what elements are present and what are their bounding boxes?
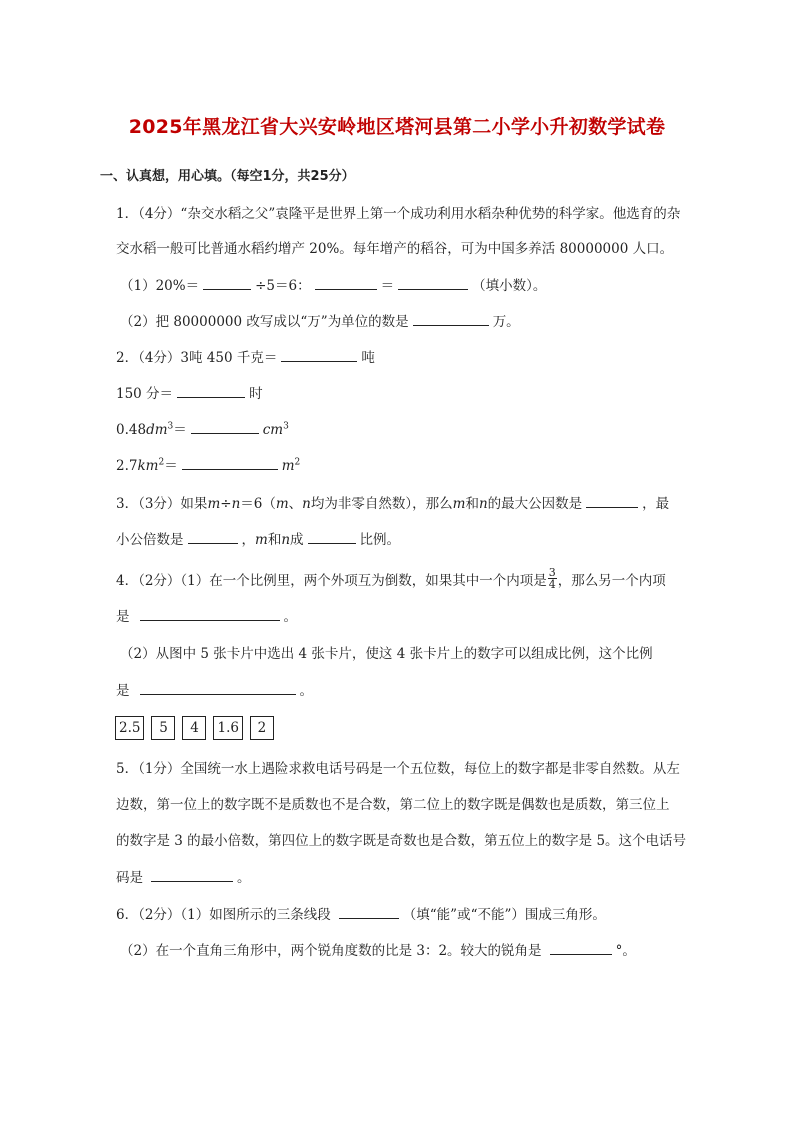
q1-p2-text-b: 万。 [492,314,520,330]
q5-line-3: 的数字是 3 的最小倍数，第四位上的数字既是奇数也是合数，第五位上的数字是 5。这个电话号 [116,833,687,849]
answer-blank[interactable] [151,868,233,882]
q3-text: 小公倍数是 [116,532,184,548]
q2-d-exp: 2 [158,457,165,468]
q4-line-1 [116,566,666,593]
answer-blank[interactable] [398,276,468,290]
q4-text: 4．（2分）（1）在一个比例里，两个外项互为倒数，如果其中一个内项是 [116,573,547,589]
q4-text: 是 [116,683,130,699]
var-m: m [255,532,268,548]
q3-text: 和 [465,496,479,512]
var-m: m [452,496,466,512]
var-n: n [478,496,488,512]
q3-text: 的最大公因数是 [487,496,583,512]
number-card: 2 [250,716,274,740]
number-card: 5 [151,716,175,740]
answer-blank[interactable] [191,420,259,434]
q1-p1-text-d: （填小数）。 [472,278,547,294]
q2-a-text: 2．（4分）3吨 450 千克＝ [116,350,278,366]
q2-line-3 [116,420,289,439]
answer-blank[interactable] [315,276,377,290]
q5-text: 码是 [116,870,143,886]
q2-line-2 [116,384,263,403]
q4-line-2 [116,607,297,626]
q2-c-unit: dm [146,422,168,438]
q2-c-eq: ＝ [173,422,187,438]
q3-text: 均为非零自然数），那么 [310,496,453,512]
answer-blank[interactable] [177,384,245,398]
answer-blank[interactable] [308,530,356,544]
q2-d-exp-2: 2 [294,457,301,468]
answer-blank[interactable] [140,681,296,695]
answer-blank[interactable] [413,312,489,326]
answer-blank[interactable] [281,348,357,362]
q5-line-4 [116,868,251,887]
q1-p1-text-c: ＝ [380,278,395,294]
q1-p2-text-a: （2）把 80000000 改写成以“万”为单位的数是 [120,314,409,330]
q6-text: （填“能”或“不能”）围成三角形。 [402,907,606,923]
q2-c-exp-2: 3 [283,421,289,432]
q2-c-exp: 3 [167,421,174,432]
q3-text: 和 [267,532,282,548]
q1-part-2 [120,312,520,331]
number-card: 4 [182,716,206,740]
q2-d-eq: ＝ [164,458,178,474]
q3-line-2 [116,530,400,549]
fraction-denominator: 4 [548,578,556,591]
answer-blank[interactable] [339,905,399,919]
q1-p1-text-b: ÷5＝6： [255,278,311,294]
q1-line-2: 交水稻一般可比普通水稻约增产 20%。每年增产的稻谷，可为中国多养活 80000000 人口。 [116,241,674,257]
answer-blank[interactable] [182,456,278,470]
q5-text: 。 [237,870,251,886]
q3-text: ，最 [642,496,670,512]
var-m: m [207,496,221,512]
q3-text: ＝6（ [240,496,276,512]
q5-line-1: 5．（1分）全国统一水上遇险求救电话号码是一个五位数，每位上的数字都是非零自然数。从左 [116,761,680,777]
q3-text: ， [241,532,255,548]
var-m: m [275,496,289,512]
q1-p1-text-a: （1）20%＝ [120,278,200,294]
number-card: 2.5 [115,716,144,740]
q2-b-text: 150 分＝ [116,386,174,402]
q4-text: 。 [299,683,313,699]
divide-sign: ÷ [220,496,232,512]
q3-text: 成 [290,532,304,548]
q4-text: ，那么另一个内项 [557,573,666,589]
section-heading: 一、认真想，用心填。（每空1分，共25分） [100,169,355,184]
var-n: n [231,496,241,512]
q2-b-unit: 时 [249,386,263,402]
q6-line-1 [116,905,606,924]
q5-line-2: 边数，第一位上的数字既不是质数也不是合数，第二位上的数字既是偶数也是质数，第三位上 [116,797,670,813]
q3-text: 、 [288,496,303,512]
q2-a-unit: 吨 [361,350,375,366]
q2-d-unit: km [137,458,159,474]
q4-line-3: （2）从图中 5 张卡片中选出 4 张卡片，使这 4 张卡片上的数字可以组成比例，这个比例 [120,646,653,662]
q6-text: °。 [615,943,636,959]
answer-blank[interactable] [550,941,612,955]
q2-line-4 [116,456,300,475]
q1-line-1: 1．（4分）“杂交水稻之父”袁隆平是世界上第一个成功利用水稻杂种优势的科学家。他选育的杂 [116,206,681,222]
var-n: n [281,532,291,548]
q4-line-4 [116,681,313,700]
q3-text: 比例。 [359,532,401,548]
q6-text: （2）在一个直角三角形中，两个锐角度数的比是 3：2。较大的锐角是 [120,943,542,959]
q2-d-unit-2: m [281,458,295,474]
answer-blank[interactable] [140,607,280,621]
q6-text: 6．（2分）（1）如图所示的三条线段 [116,907,331,923]
q3-text: 3．（3分）如果 [116,496,208,512]
var-n: n [302,496,311,512]
q2-c-value: 0.48 [116,422,147,438]
q1-part-1 [120,276,546,295]
q2-d-value: 2.7 [116,458,138,474]
number-card: 1.6 [213,716,242,740]
fraction-numerator: 3 [548,566,556,579]
q2-c-unit-2: cm [262,422,284,438]
number-cards [115,716,274,740]
q4-text: 。 [283,609,297,625]
fraction-three-quarters [548,567,557,590]
answer-blank[interactable] [586,494,638,508]
answer-blank[interactable] [188,530,238,544]
q2-line-1 [116,348,375,367]
answer-blank[interactable] [203,276,251,290]
q6-line-2 [120,941,636,960]
q4-text: 是 [116,609,130,625]
q3-line-1 [116,494,669,513]
page-title: 2025年黑龙江省大兴安岭地区塔河县第二小学小升初数学试卷 [128,116,666,138]
